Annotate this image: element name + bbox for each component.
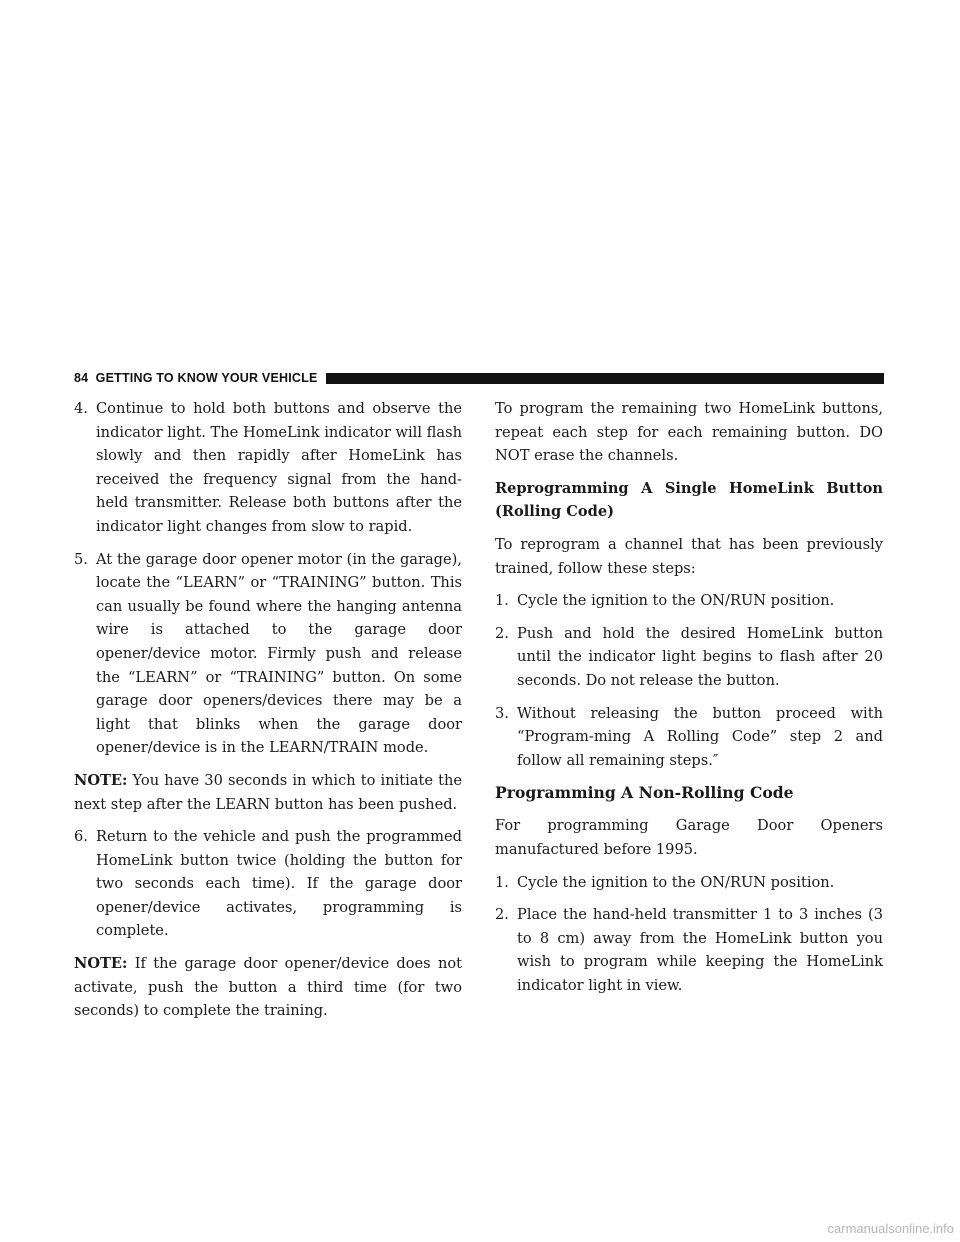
remaining-buttons-paragraph: To program the remaining two HomeLink buttons, repeat each step for each remaining button. DO NOT erase the channels. bbox=[495, 400, 883, 465]
watermark: carmanualsonline.info bbox=[827, 1221, 954, 1236]
reprogram-heading: Reprogramming A Single HomeLink Button (Rolling Code) bbox=[495, 479, 883, 521]
left-column bbox=[74, 397, 462, 1032]
right-column bbox=[495, 397, 883, 1006]
reprogram-intro: To reprogram a channel that has been previously trained, follow these steps: bbox=[495, 535, 883, 577]
non-rolling-step-2 bbox=[495, 903, 883, 997]
step-number: 5. bbox=[74, 550, 88, 568]
step-number: 3. bbox=[495, 704, 509, 722]
note-1 bbox=[74, 769, 462, 816]
step-text: Cycle the ignition to the ON/RUN position. bbox=[517, 592, 835, 610]
reprogram-step-1 bbox=[495, 589, 883, 613]
non-rolling-intro: For programming Garage Door Openers manufactured before 1995. bbox=[495, 817, 883, 858]
step-text: Continue to hold both buttons and observe the indicator light. The HomeLink indicator will flash slowly and then rapidly after HomeLink has received the frequency signal from the hand-held transmitter. Release both buttons after the indicator light changes from slow to rapid. bbox=[96, 400, 462, 535]
reprogram-step-2 bbox=[495, 622, 883, 693]
note-label: NOTE: bbox=[74, 955, 128, 973]
note-text: You have 30 seconds in which to initiate the next step after the LEARN button has been pushed. bbox=[74, 771, 462, 813]
note-2 bbox=[74, 952, 462, 1023]
page-header bbox=[74, 369, 884, 387]
step-text: Push and hold the desired HomeLink button until the indicator light begins to flash after 20 seconds. Do not release the button. bbox=[517, 624, 883, 689]
page-header-text bbox=[74, 371, 318, 385]
non-rolling-step-1 bbox=[495, 871, 883, 895]
reprogram-step-3 bbox=[495, 702, 883, 773]
non-rolling-heading: Programming A Non-Rolling Code bbox=[495, 783, 794, 803]
step-text: Cycle the ignition to the ON/RUN position. bbox=[517, 873, 835, 891]
step-number: 2. bbox=[495, 624, 509, 642]
step-6 bbox=[74, 825, 462, 943]
step-text: Return to the vehicle and push the programmed HomeLink button twice (holding the button for two seconds each time). If the garage door opener/device activates, programming is complete. bbox=[96, 828, 462, 940]
step-4 bbox=[74, 397, 462, 539]
step-text: Place the hand-held transmitter 1 to 3 inches (3 to 8 cm) away from the HomeLink button you wish to program while keeping the HomeLink indicator light in view. bbox=[517, 906, 883, 994]
step-number: 1. bbox=[495, 873, 509, 891]
page-number: 84 bbox=[74, 371, 89, 385]
step-text: At the garage door opener motor (in the garage), locate the “LEARN” or “TRAINING” button. This can usually be found where the hanging antenna wire is attached to the garage door opener/device motor. Firmly push and release the “LEARN” or “TRAINING” button. On some garage door openers/devices there may be a light that blinks when the garage door opener/device is in the LEARN/TRAIN mode. bbox=[96, 550, 462, 757]
step-number: 1. bbox=[495, 592, 509, 610]
note-text: If the garage door opener/device does not activate, push the button a third time (for two seconds) to complete the training. bbox=[74, 955, 463, 1020]
step-number: 6. bbox=[74, 828, 88, 846]
note-label: NOTE: bbox=[74, 771, 128, 789]
step-number: 4. bbox=[74, 400, 88, 417]
step-number: 2. bbox=[495, 906, 509, 924]
section-title: GETTING TO KNOW YOUR VEHICLE bbox=[95, 371, 318, 385]
step-text: Without releasing the button proceed with “Program-ming A Rolling Code” step 2 and follow all remaining steps.″ bbox=[517, 704, 883, 769]
step-5 bbox=[74, 548, 462, 760]
header-rule bbox=[326, 373, 885, 384]
